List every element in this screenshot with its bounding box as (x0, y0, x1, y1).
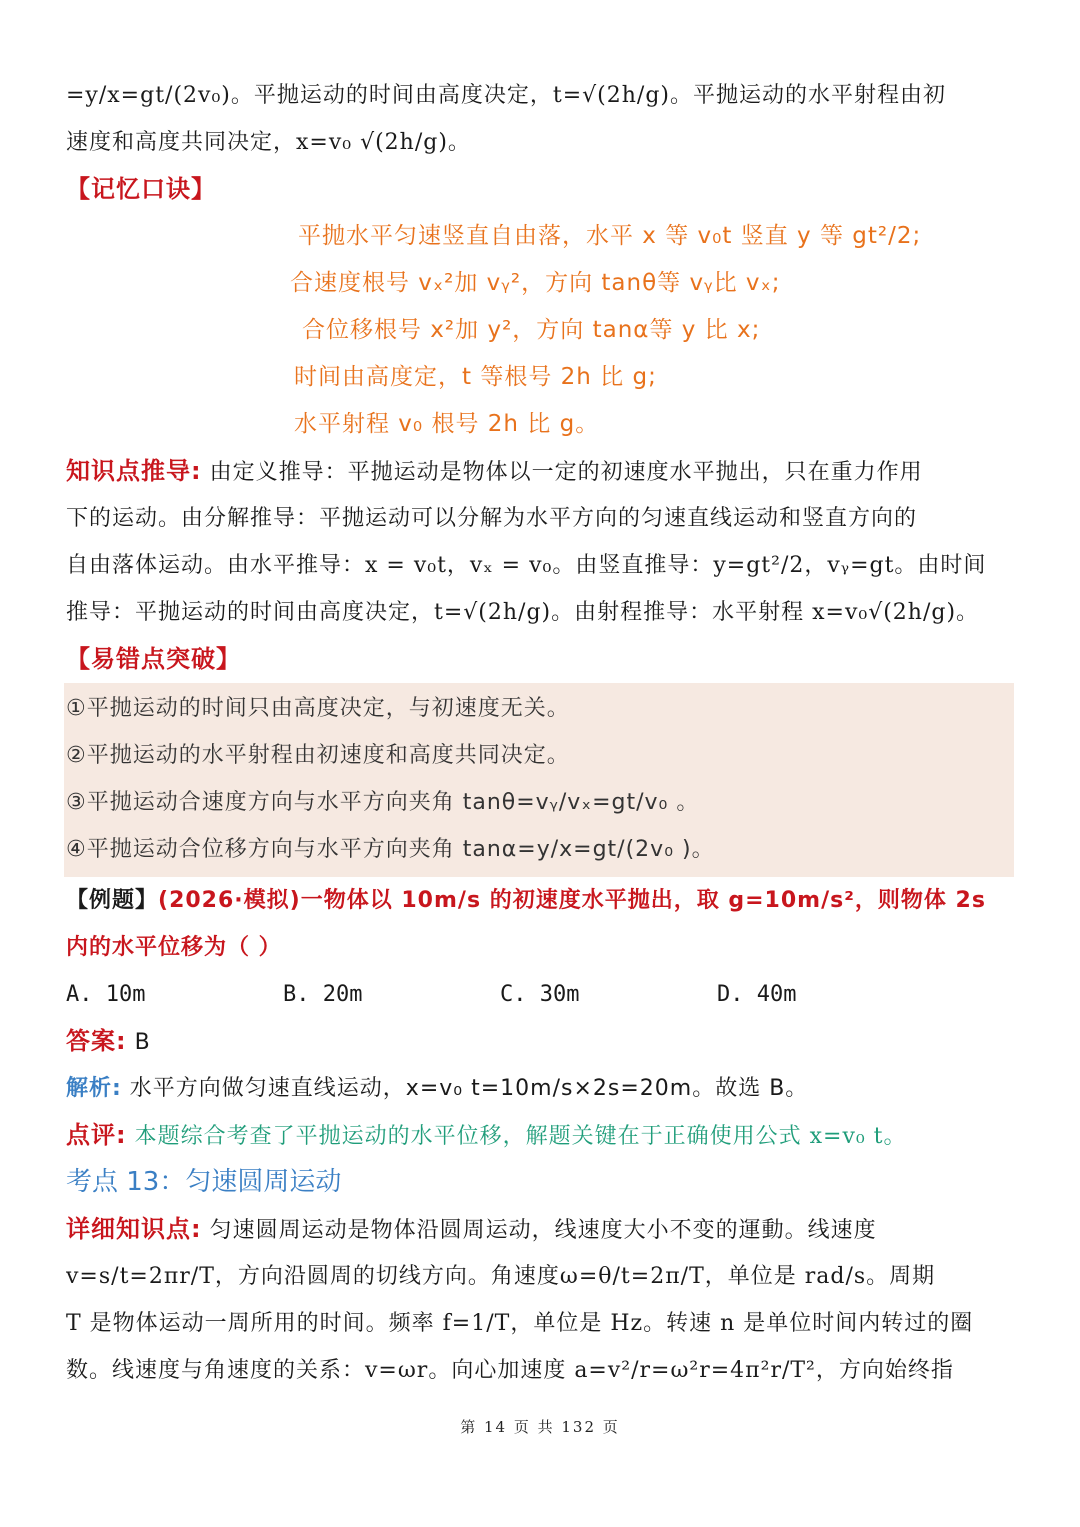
mnemonic-line: 水平射程 v₀ 根号 2h 比 g。 (294, 411, 600, 437)
topic-13-text: 匀速圆周运动是物体沿圆周运动，线速度大小不变的運動。线速度 (201, 1218, 877, 1243)
pitfall-item: ②平抛运动的水平射程由初速度和高度共同决定。 (66, 743, 570, 768)
topic-13-line-1 (66, 1206, 1018, 1253)
pitfalls-box (64, 683, 1014, 877)
option-b: B. 20m (283, 982, 363, 1007)
example-line-1 (66, 877, 1018, 924)
intro-line-1: =y/x=gt/(2v₀)。平抛运动的时间由高度决定，t=√(2h/g)。平抛运动的水平射程由初 (66, 83, 946, 108)
derivation-line: 推导：平抛运动的时间由高度决定，t=√(2h/g)。由射程推导：水平射程 x=v₀√(2h/g)。 (66, 600, 980, 625)
intro-line-2: 速度和高度共同决定，x=v₀ √(2h/g)。 (66, 130, 471, 155)
analysis-label: 解析: (66, 1076, 122, 1101)
example-label: 【例题】 (66, 888, 159, 913)
derivation-text: 由定义推导：平抛运动是物体以一定的初速度水平抛出，只在重力作用 (201, 460, 923, 485)
answer-line (66, 1018, 1018, 1065)
derivation-label: 知识点推导: (66, 457, 202, 485)
pitfalls-heading: 【易错点突破】 (66, 645, 241, 673)
comment-text: 本题综合考查了平抛运动的水平位移，解题关键在于正确使用公式 x=v₀ t。 (126, 1124, 907, 1149)
option-c: C. 30m (500, 982, 580, 1007)
topic-13-line: T 是物体运动一周所用的时间。频率 f=1/T，单位是 Hz。转速 n 是单位时间内转过的圈 (66, 1311, 974, 1336)
mnemonic-heading: 【记忆口诀】 (66, 175, 216, 203)
example-options (66, 971, 1018, 1018)
analysis-line (66, 1065, 1018, 1112)
topic-13-line: v=s/t=2πr/T，方向沿圆周的切线方向。角速度ω=θ/t=2π/T，单位是 rad/s。周期 (66, 1264, 936, 1289)
topic-13-label: 详细知识点: (66, 1215, 202, 1243)
mnemonic-line: 合速度根号 vₓ²加 vᵧ²，方向 tanθ等 vᵧ比 vₓ; (290, 270, 781, 296)
analysis-text: 水平方向做匀速直线运动，x=v₀ t=10m/s×2s=20m。故选 B。 (121, 1076, 809, 1101)
mnemonic-line: 平抛水平匀速竖直自由落，水平 x 等 v₀t 竖直 y 等 gt²/2; (298, 223, 922, 249)
example-question: (2026·模拟)一物体以 10m/s 的初速度水平抛出，取 g=10m/s²，则物体 2s (158, 888, 986, 913)
derivation-line: 下的运动。由分解推导：平抛运动可以分解为水平方向的匀速直线运动和竖直方向的 (66, 506, 918, 531)
pitfall-item: ④平抛运动合位移方向与水平方向夹角 tanα=y/x=gt/(2v₀ )。 (66, 837, 715, 862)
comment-line (66, 1112, 1018, 1159)
page-footer: 第 14 页 共 132 页 (460, 1418, 620, 1436)
mnemonic-line: 时间由高度定，t 等根号 2h 比 g; (294, 364, 657, 390)
topic-13-title: 考点 13：匀速圆周运动 (66, 1167, 342, 1197)
document-page (66, 72, 1018, 1394)
answer-value: B (126, 1030, 151, 1055)
option-d: D. 40m (717, 982, 797, 1007)
mnemonic-line: 合位移根号 x²加 y²，方向 tanα等 y 比 x; (302, 317, 761, 343)
derivation-line: 自由落体运动。由水平推导：x = v₀t，vₓ = v₀。由竖直推导：y=gt²/2，vᵧ=gt。由时间 (66, 553, 987, 578)
example-question-line-2: 内的水平位移为（ ） (66, 935, 282, 960)
option-a: A. 10m (66, 982, 146, 1007)
pitfall-item: ③平抛运动合速度方向与水平方向夹角 tanθ=vᵧ/vₓ=gt/v₀ 。 (66, 790, 700, 815)
answer-label: 答案: (66, 1027, 127, 1055)
comment-label: 点评: (66, 1121, 127, 1149)
derivation-line-1 (66, 448, 1018, 495)
mnemonic-block (66, 213, 1018, 448)
pitfall-item: ①平抛运动的时间只由高度决定，与初速度无关。 (66, 696, 570, 721)
topic-13-line: 数。线速度与角速度的关系：v=ωr。向心加速度 a=v²/r=ω²r=4π²r/T²，方向始终指 (66, 1358, 954, 1383)
